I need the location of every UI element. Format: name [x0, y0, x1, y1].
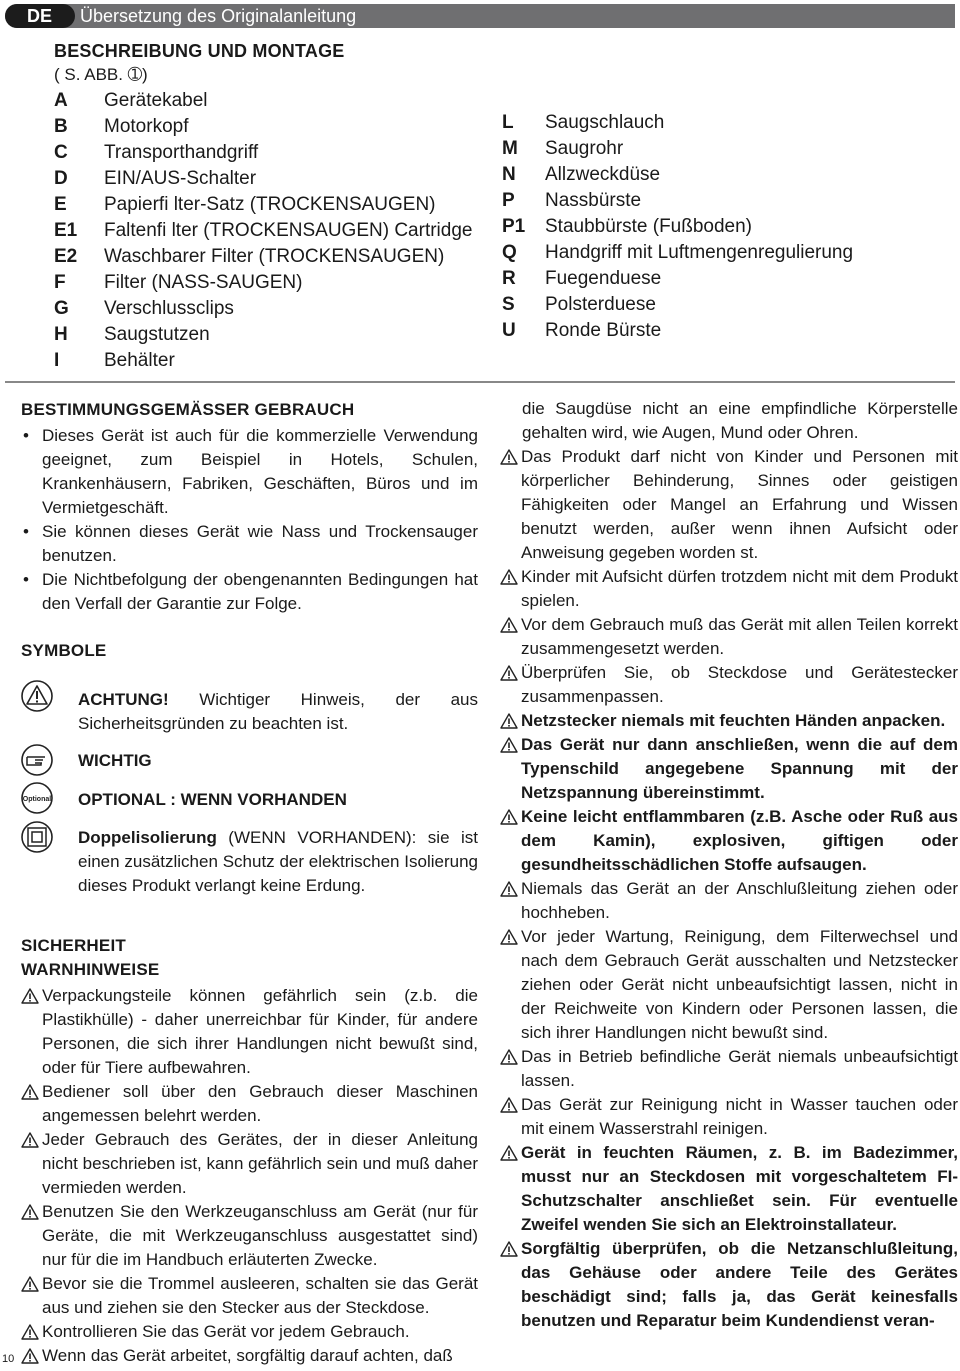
component-label: Ronde Bürste [545, 320, 662, 341]
component-key: P1 [502, 216, 526, 237]
warning-symbol-text: ACHTUNG! Wichtiger Hinweis, der aus Sicherheitsgründen zu beachten ist. [78, 690, 478, 733]
safety-warning-text: Bediener soll über den Gebrauch dieser Maschinen angemessen belehrt werden. [42, 1082, 478, 1125]
component-item [502, 162, 853, 188]
safety-warning-text: Gerät in feuchten Räumen, z. B. im Badezimmer, musst nur an Steckdosen mit vorgeschaltetem FI-Schutzschalter anschließet sein. Für eventuelle Zweifel wenden Sie sich an Elektroinstallateur. [521, 1143, 958, 1234]
warning-triangle-icon [500, 881, 518, 897]
component-item [502, 318, 853, 344]
safety-warning [21, 1128, 478, 1200]
warning-triangle-icon [21, 1132, 39, 1148]
component-key: P [502, 190, 515, 211]
safety-warning-text: Das Produkt darf nicht von Kinder und Personen mit körperlicher Behinderung, Sinnes oder geistigen Fähigkeiten oder Mangel an Erfahrung und Wissen benutzt werden, außer wenn ihnen Aufsicht oder Anweisung gegeben worden st. [521, 447, 958, 562]
component-item [54, 140, 472, 166]
usage-list [21, 424, 478, 616]
safety-warning-text: Verpackungsteile können gefährlich sein (z.b. die Plastikhülle) - daher unerreichbar für Kinder, für andere Personen, die sich ihrer Handlungen nicht bewußt sind, oder für Tiere aufbewahren. [42, 986, 478, 1077]
safety-warning [500, 1237, 958, 1333]
component-key: E2 [54, 246, 78, 267]
component-item [54, 88, 472, 114]
page-number: 10 [2, 1353, 15, 1365]
component-label: Saugschlauch [545, 112, 665, 133]
warning-triangle-icon [500, 737, 518, 753]
safety-warning-text: Jeder Gebrauch des Gerätes, der in dieser Anleitung nicht beschrieben ist, kann gefährlich sein und muß daher vermieden werden. [42, 1130, 478, 1197]
component-item [502, 188, 853, 214]
usage-bullet: • Sie können dieses Gerät wie Nass und Trockensauger benutzen. [21, 520, 478, 568]
safety-warning-text: Kinder mit Aufsicht dürfen trotzdem nicht mit dem Produkt spielen. [521, 567, 958, 610]
safety-warning [500, 733, 958, 805]
component-label: Motorkopf [104, 116, 189, 137]
safety-warning [500, 661, 958, 709]
safety-warning [21, 1344, 478, 1368]
safety-title: SICHERHEIT [21, 936, 126, 955]
component-key: A [54, 90, 68, 111]
component-key: L [502, 112, 514, 133]
component-key: D [54, 168, 68, 189]
warning-triangle-icon [500, 449, 518, 465]
component-item [54, 218, 472, 244]
warning-triangle-icon [500, 1097, 518, 1113]
usage-bullet: • Dieses Gerät ist auch für die kommerzielle Verwendung geeignet, zum Beispiel in Hotels, Schulen, Krankenhäusern, Fabriken, Geschäften, Büros und im Vermietgeschäft. [21, 424, 478, 520]
warning-triangle-icon [21, 1084, 39, 1100]
safety-warning [500, 925, 958, 1045]
safety-warning [500, 1141, 958, 1237]
safety-warning [21, 1320, 478, 1344]
safety-warning-text: Netzstecker niemals mit feuchten Händen anpacken. [521, 711, 946, 730]
optional-icon [21, 782, 53, 814]
hand-pointer-icon [21, 744, 53, 776]
language-badge: DE [5, 4, 75, 28]
component-label: Transporthandgriff [104, 142, 259, 163]
safety-warning-text: Bevor sie die Trommel ausleeren, schalten sie das Gerät aus und ziehen sie den Stecker aus der Steckdose. [42, 1274, 478, 1317]
safety-warning-text: Vor dem Gebrauch muß das Gerät mit allen Teilen korrekt zusammengesetzt werden. [521, 615, 958, 658]
important-symbol-text: WICHTIG [78, 751, 152, 770]
component-label: EIN/AUS-Schalter [104, 168, 257, 189]
component-key: E [54, 194, 67, 215]
warning-triangle-icon [500, 713, 518, 729]
component-key: F [54, 272, 66, 293]
figure-reference: ( S. ABB. ➀) [54, 65, 148, 84]
component-key: B [54, 116, 68, 137]
component-item [54, 296, 472, 322]
component-label: Polsterduese [545, 294, 656, 315]
warning-triangle-icon [21, 988, 39, 1004]
component-label: Handgriff mit Luftmengenregulierung [545, 242, 854, 263]
warning-triangle-icon [500, 1049, 518, 1065]
warning-triangle-icon [500, 569, 518, 585]
component-label: Papierfi lter-Satz (TROCKENSAUGEN) [104, 194, 436, 215]
component-label: Saugstutzen [104, 324, 210, 345]
safety-warning-text: Wenn das Gerät arbeitet, sorgfältig darauf achten, daß [42, 1346, 453, 1365]
safety-continuation: die Saugdüse nicht an eine empfindliche Körperstelle gehalten wird, wie Augen, Mund oder Ohren. [522, 399, 958, 442]
warning-triangle-icon [500, 1241, 518, 1257]
component-item [502, 240, 853, 266]
component-item [54, 114, 472, 140]
component-key: R [502, 268, 516, 289]
safety-warning-text: Sorgfältig überprüfen, ob die Netzanschlußleitung, das Gehäuse oder andere Teile des Gerätes beschädigt sind; falls ja, das Gerät keinesfalls benutzen und Reparatur beim Kundendienst veran- [521, 1239, 958, 1330]
safety-warning-text: Das in Betrieb befindliche Gerät niemals unbeaufsichtigt lassen. [521, 1047, 958, 1090]
description-title: BESCHREIBUNG UND MONTAGE [54, 41, 345, 61]
safety-warning-text: Keine leicht entflammbaren (z.B. Asche oder Ruß aus dem Kamin), explosiven, giftigen oder gesundheitsschädlichen Stoffe aufsaugen. [521, 807, 958, 874]
component-item [54, 192, 472, 218]
header-bar [5, 4, 955, 28]
component-key: S [502, 294, 515, 315]
component-key: Q [502, 242, 517, 263]
component-label: Gerätekabel [104, 90, 208, 111]
section-divider [5, 381, 955, 383]
warning-triangle-icon [500, 665, 518, 681]
safety-list-right [500, 445, 958, 1333]
safety-warning-text: Kontrollieren Sie das Gerät vor jedem Gebrauch. [42, 1322, 410, 1341]
header-title: Übersetzung des Originalanleitung [80, 6, 357, 26]
component-item [54, 270, 472, 296]
safety-warning [500, 805, 958, 877]
usage-bullet: • Die Nichtbefolgung der obengenannten Bedingungen hat den Verfall der Garantie zur Folge. [21, 568, 478, 616]
safety-warning [21, 1080, 478, 1128]
symbols-title: SYMBOLE [21, 641, 107, 660]
warning-triangle-icon [21, 1276, 39, 1292]
safety-warning-text: Benutzen Sie den Werkzeuganschluss am Gerät (nur für Geräte, die mit Werkzeuganschluss ausgestattet sind) nur für die im Handbuch erläuterten Zwecke. [42, 1202, 478, 1269]
optional-symbol-text: OPTIONAL : WENN VORHANDEN [78, 790, 347, 809]
component-key: N [502, 164, 516, 185]
safety-warning [21, 1200, 478, 1272]
safety-warning [500, 709, 958, 733]
component-item [54, 348, 472, 374]
component-label: Waschbarer Filter (TROCKENSAUGEN) [104, 246, 445, 267]
component-key: E1 [54, 220, 78, 241]
component-label: Fuegenduese [545, 268, 662, 289]
warning-triangle-icon [21, 1324, 39, 1340]
safety-warning [21, 984, 478, 1080]
safety-list-left [21, 984, 478, 1368]
double-insulation-text: Doppelisolierung (WENN VORHANDEN): sie ist einen zusätzlichen Schutz der elektrischen Isolierung dieses Produkt verlangt keine Erdung. [78, 828, 478, 895]
usage-title: BESTIMMUNGSGEMÄSSER GEBRAUCH [21, 400, 355, 419]
component-item [502, 136, 853, 162]
safety-warning-text: Vor jeder Wartung, Reinigung, dem Filterwechsel und nach dem Gebrauch Gerät ausschalten und Netzstecker ziehen oder Gerät nicht unbeaufsichtigt lassen, nicht in der Reichweite von Kindern oder Personen lassen, die sich ihrer Handlungen nicht bewußt sind. [521, 927, 958, 1042]
component-item [502, 214, 853, 240]
component-item [54, 322, 472, 348]
component-label: Behälter [104, 350, 175, 371]
warning-triangle-icon [500, 617, 518, 633]
safety-warning-text: Das Gerät nur dann anschließen, wenn die auf dem Typenschild angegebene Spannung mit der Netzspannung übereinstimmt. [521, 735, 958, 802]
component-item [502, 110, 853, 136]
component-label: Saugrohr [545, 138, 624, 159]
warning-symbol-icon [21, 680, 53, 712]
safety-warning [500, 1093, 958, 1141]
warning-triangle-icon [500, 809, 518, 825]
component-key: C [54, 142, 68, 163]
component-key: U [502, 320, 516, 341]
component-key: M [502, 138, 518, 159]
component-item [502, 266, 853, 292]
warning-triangle-icon [21, 1204, 39, 1220]
component-item [54, 166, 472, 192]
component-label: Staubbürste (Fußboden) [545, 216, 753, 237]
component-label: Faltenfi lter (TROCKENSAUGEN) Cartridge [104, 220, 473, 241]
safety-warning-text: Niemals das Gerät an der Anschlußleitung ziehen oder hochheben. [521, 879, 958, 922]
component-label: Allzweckdüse [545, 164, 661, 185]
warning-triangle-icon [500, 1145, 518, 1161]
component-key: H [54, 324, 68, 345]
safety-warning [500, 445, 958, 565]
svg-text:Optional: Optional [22, 796, 52, 803]
safety-warning [500, 1045, 958, 1093]
safety-warning [21, 1272, 478, 1320]
component-label: Verschlussclips [104, 298, 234, 319]
component-list-left [54, 88, 472, 374]
component-label: Nassbürste [545, 190, 642, 211]
warning-triangle-icon [500, 929, 518, 945]
component-item [54, 244, 472, 270]
safety-warning [500, 877, 958, 925]
warning-triangle-icon [21, 1348, 39, 1364]
component-key: I [54, 350, 60, 371]
component-list-right [502, 110, 853, 344]
safety-warning [500, 613, 958, 661]
double-insulation-icon [21, 821, 53, 853]
component-label: Filter (NASS-SAUGEN) [104, 272, 303, 293]
component-item [502, 292, 853, 318]
safety-warning [500, 565, 958, 613]
component-key: G [54, 298, 69, 319]
safety-warning-text: Das Gerät zur Reinigung nicht in Wasser tauchen oder mit einem Wasserstrahl reinigen. [521, 1095, 958, 1138]
safety-warning-text: Überprüfen Sie, ob Steckdose und Gerätestecker zusammenpassen. [521, 663, 958, 706]
warnings-title: WARNHINWEISE [21, 960, 160, 979]
